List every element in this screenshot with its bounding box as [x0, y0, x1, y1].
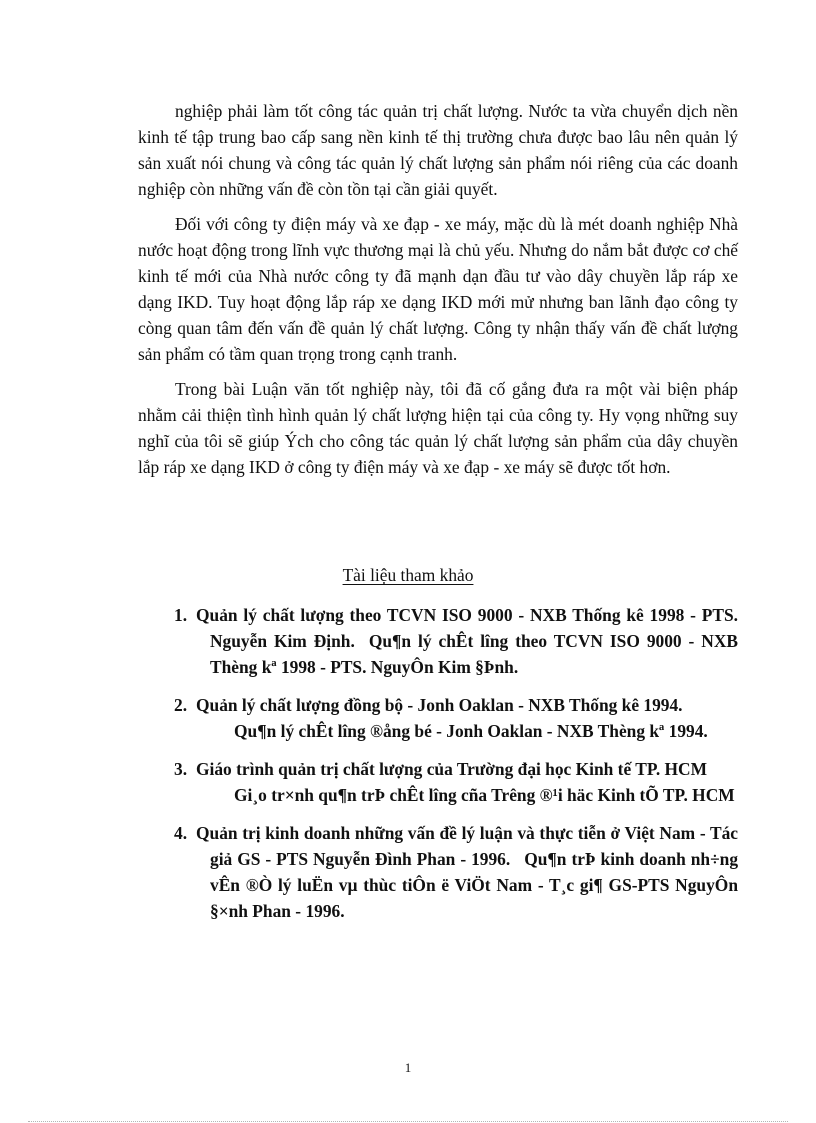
reference-number: 1. [174, 605, 188, 625]
reference-item [174, 756, 738, 808]
paragraph: nghiệp phải làm tốt công tác quản trị chất lượng. Nước ta vừa chuyển dịch nền kinh tế tập trung bao cấp sang nền kinh tế thị trường chưa được bao lâu nên quản lý sản xuất nói chung và công tác quản lý chất lượng sản phẩm nói riêng của các doanh nghiệp còn những vấn đề còn tồn tại cần giải quyết. [138, 101, 738, 199]
reference-text: Quản lý chất lượng đồng bộ - Jonh Oaklan - NXB Thống kê 1994. [196, 695, 683, 715]
reference-number: 2. [174, 695, 188, 715]
reference-alt-encoding: Qu¶n trÞ kinh doanh nh÷ng vÊn ®Ò lý luËn vµ thùc tiÔn ë ViÖt Nam - T¸c gi¶ GS-PTS NguyÔn §×nh Phan - 1996. [210, 849, 739, 921]
references-list [174, 602, 738, 936]
body-text [138, 98, 738, 489]
reference-item [174, 820, 738, 924]
reference-alt-encoding: Qu¶n lý chÊt lîng ®ång bé - Jonh Oaklan - NXB Thèng kª 1994. [234, 721, 708, 741]
reference-alt-encoding: Qu¶n lý chÊt lîng theo TCVN ISO 9000 - NXB Thèng kª 1998 - PTS. NguyÔn Kim §Þnh. [210, 631, 738, 677]
paragraph: Trong bài Luận văn tốt nghiệp này, tôi đã cố gắng đưa ra một vài biện pháp nhằm cải thiện tình hình quản lý chất lượng hiện tại của công ty. Hy vọng những suy nghĩ của tôi sẽ giúp Ých cho công tác quản lý chất lượng sản phẩm của dây chuyền lắp ráp xe dạng IKD ở công ty điện máy và xe đạp - xe máy sẽ được tốt hơn. [138, 379, 738, 477]
references-title: Tài liệu tham khảo [342, 565, 474, 585]
reference-text: Giáo trình quản trị chất lượng của Trường đại học Kinh tế TP. HCM [196, 759, 708, 779]
reference-number: 3. [174, 759, 188, 779]
reference-item [174, 602, 738, 680]
reference-alt-encoding: Gi¸o tr×nh qu¶n trÞ chÊt lîng cña Trêng ®¹i häc Kinh tÕ TP. HCM [234, 785, 735, 805]
page-bottom-divider [28, 1121, 788, 1122]
paragraph: Đối với công ty điện máy và xe đạp - xe máy, mặc dù là mét doanh nghiệp Nhà nước hoạt động trong lĩnh vực thương mại là chủ yếu. Nhưng do nắm bắt được cơ chế kinh tế mới của Nhà nước công ty đã mạnh dạn đầu tư vào dây chuyền lắp ráp xe dạng IKD. Tuy hoạt động lắp ráp xe dạng IKD mới mử nhưng ban lãnh đạo công ty còng quan tâm đến vấn đề quản lý chất lượng. Công ty nhận thấy vấn đề chất lượng sản phẩm có tầm quan trọng trong cạnh tranh. [138, 214, 738, 364]
page-number: 1 [404, 1060, 412, 1075]
reference-item [174, 692, 738, 744]
reference-number: 4. [174, 823, 188, 843]
references-heading [0, 565, 816, 586]
reference-text: Quản lý chất lượng theo TCVN ISO 9000 - NXB Thống kê 1998 - PTS. Nguyễn Kim Định. [196, 605, 738, 651]
reference-text: Quản trị kinh doanh những vấn đề lý luận và thực tiễn ở Việt Nam - Tác giả GS - PTS Nguyễn Đình Phan - 1996. [196, 823, 738, 869]
